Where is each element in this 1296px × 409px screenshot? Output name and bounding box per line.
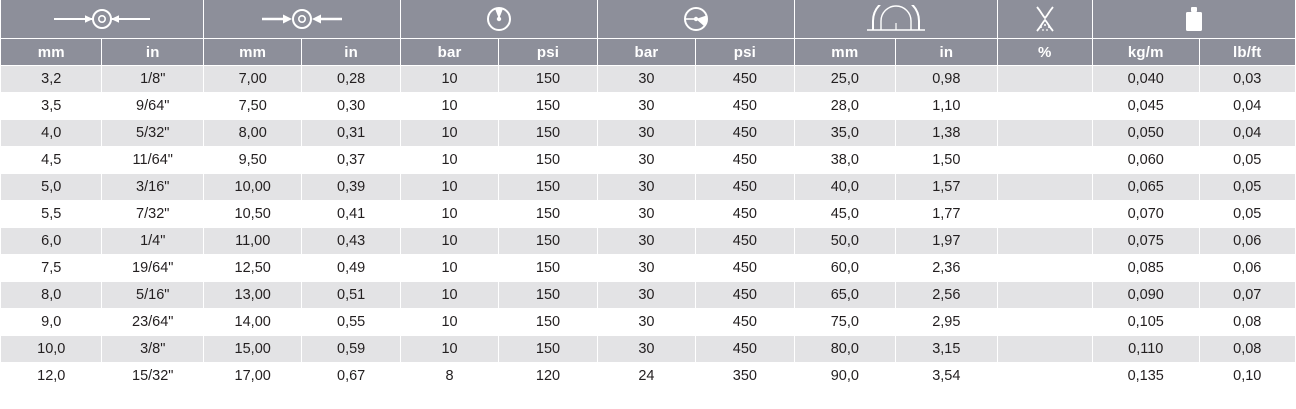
cell bbox=[997, 66, 1092, 93]
cell: 450 bbox=[696, 66, 794, 93]
cell: 25,0 bbox=[794, 66, 895, 93]
unit-header-cell: bar bbox=[400, 39, 498, 66]
cell: 9,0 bbox=[1, 309, 102, 336]
cell: 10 bbox=[400, 66, 498, 93]
cell: 40,0 bbox=[794, 174, 895, 201]
unit-header-cell: % bbox=[997, 39, 1092, 66]
cell: 0,31 bbox=[302, 120, 400, 147]
cell: 30 bbox=[597, 147, 695, 174]
cell: 0,060 bbox=[1092, 147, 1199, 174]
cell: 450 bbox=[696, 228, 794, 255]
cell: 0,135 bbox=[1092, 363, 1199, 390]
cell: 50,0 bbox=[794, 228, 895, 255]
bend-radius-icon bbox=[794, 0, 997, 39]
table-row bbox=[1, 201, 1296, 228]
cell: 3,5 bbox=[1, 93, 102, 120]
table-row bbox=[1, 309, 1296, 336]
table-row bbox=[1, 336, 1296, 363]
cell: 1,10 bbox=[896, 93, 997, 120]
unit-header-row bbox=[1, 39, 1296, 66]
cell: 450 bbox=[696, 93, 794, 120]
cell: 150 bbox=[499, 228, 597, 255]
cell: 30 bbox=[597, 282, 695, 309]
cell: 0,30 bbox=[302, 93, 400, 120]
cell: 65,0 bbox=[794, 282, 895, 309]
cell bbox=[997, 120, 1092, 147]
cell: 2,56 bbox=[896, 282, 997, 309]
table-row bbox=[1, 282, 1296, 309]
cell bbox=[997, 282, 1092, 309]
unit-header-cell: psi bbox=[499, 39, 597, 66]
cell bbox=[997, 201, 1092, 228]
cell: 30 bbox=[597, 66, 695, 93]
table-row bbox=[1, 66, 1296, 93]
cell: 0,050 bbox=[1092, 120, 1199, 147]
cell: 80,0 bbox=[794, 336, 895, 363]
cell: 1,50 bbox=[896, 147, 997, 174]
cell: 30 bbox=[597, 255, 695, 282]
cell: 15/32" bbox=[102, 363, 203, 390]
cell: 0,070 bbox=[1092, 201, 1199, 228]
cell: 0,39 bbox=[302, 174, 400, 201]
cell: 0,43 bbox=[302, 228, 400, 255]
cell: 150 bbox=[499, 93, 597, 120]
unit-header-cell: in bbox=[102, 39, 203, 66]
unit-header-cell: mm bbox=[1, 39, 102, 66]
cell: 9,50 bbox=[203, 147, 301, 174]
cell: 150 bbox=[499, 336, 597, 363]
cell: 7/32" bbox=[102, 201, 203, 228]
cell: 23/64" bbox=[102, 309, 203, 336]
outer-diameter-icon bbox=[203, 0, 400, 39]
cell: 3,2 bbox=[1, 66, 102, 93]
cell: 30 bbox=[597, 228, 695, 255]
cell: 0,06 bbox=[1199, 255, 1295, 282]
cell: 0,49 bbox=[302, 255, 400, 282]
cell: 0,55 bbox=[302, 309, 400, 336]
unit-header-cell: psi bbox=[696, 39, 794, 66]
cell: 0,05 bbox=[1199, 147, 1295, 174]
cell: 1,77 bbox=[896, 201, 997, 228]
burst-pressure-icon bbox=[597, 0, 794, 39]
cell: 5,5 bbox=[1, 201, 102, 228]
cell: 8,00 bbox=[203, 120, 301, 147]
cell: 4,0 bbox=[1, 120, 102, 147]
cell: 0,41 bbox=[302, 201, 400, 228]
cell: 0,040 bbox=[1092, 66, 1199, 93]
cell: 2,95 bbox=[896, 309, 997, 336]
unit-header-cell: mm bbox=[794, 39, 895, 66]
cell: 0,37 bbox=[302, 147, 400, 174]
cell: 3/16" bbox=[102, 174, 203, 201]
cell: 450 bbox=[696, 174, 794, 201]
cell: 0,51 bbox=[302, 282, 400, 309]
inner-diameter-icon bbox=[1, 0, 204, 39]
cell: 0,04 bbox=[1199, 120, 1295, 147]
cell: 8 bbox=[400, 363, 498, 390]
cell: 0,110 bbox=[1092, 336, 1199, 363]
cell: 30 bbox=[597, 309, 695, 336]
cell: 1,97 bbox=[896, 228, 997, 255]
cell: 10 bbox=[400, 282, 498, 309]
cell: 150 bbox=[499, 174, 597, 201]
cell: 3,54 bbox=[896, 363, 997, 390]
cell: 19/64" bbox=[102, 255, 203, 282]
cell: 0,065 bbox=[1092, 174, 1199, 201]
cell: 1,57 bbox=[896, 174, 997, 201]
cell: 150 bbox=[499, 66, 597, 93]
cell: 0,05 bbox=[1199, 174, 1295, 201]
cell: 30 bbox=[597, 93, 695, 120]
cell: 450 bbox=[696, 336, 794, 363]
weight-icon bbox=[1092, 0, 1295, 39]
cell bbox=[997, 363, 1092, 390]
cell bbox=[997, 174, 1092, 201]
cell: 0,59 bbox=[302, 336, 400, 363]
cell: 7,50 bbox=[203, 93, 301, 120]
cell: 45,0 bbox=[794, 201, 895, 228]
cell bbox=[997, 336, 1092, 363]
cell: 10,0 bbox=[1, 336, 102, 363]
cell: 1/8" bbox=[102, 66, 203, 93]
cell: 150 bbox=[499, 282, 597, 309]
cell: 10,50 bbox=[203, 201, 301, 228]
cell: 0,03 bbox=[1199, 66, 1295, 93]
cell: 10 bbox=[400, 336, 498, 363]
unit-header-cell: mm bbox=[203, 39, 301, 66]
table-row bbox=[1, 147, 1296, 174]
cell: 30 bbox=[597, 201, 695, 228]
cell bbox=[997, 93, 1092, 120]
cell: 0,08 bbox=[1199, 336, 1295, 363]
working-pressure-icon bbox=[400, 0, 597, 39]
cell: 0,10 bbox=[1199, 363, 1295, 390]
cell: 14,00 bbox=[203, 309, 301, 336]
cell: 450 bbox=[696, 147, 794, 174]
cell: 0,07 bbox=[1199, 282, 1295, 309]
cell: 0,075 bbox=[1092, 228, 1199, 255]
cell: 3/8" bbox=[102, 336, 203, 363]
unit-header-cell: in bbox=[302, 39, 400, 66]
cell: 15,00 bbox=[203, 336, 301, 363]
cell: 0,105 bbox=[1092, 309, 1199, 336]
cell: 0,05 bbox=[1199, 201, 1295, 228]
cell: 450 bbox=[696, 255, 794, 282]
cell: 450 bbox=[696, 309, 794, 336]
table-row bbox=[1, 120, 1296, 147]
cell: 12,50 bbox=[203, 255, 301, 282]
unit-header-cell: lb/ft bbox=[1199, 39, 1295, 66]
cell: 30 bbox=[597, 336, 695, 363]
cell: 1/4" bbox=[102, 228, 203, 255]
cell: 0,67 bbox=[302, 363, 400, 390]
cell: 150 bbox=[499, 255, 597, 282]
cell: 150 bbox=[499, 309, 597, 336]
vacuum-icon bbox=[997, 0, 1092, 39]
cell: 7,5 bbox=[1, 255, 102, 282]
cell: 0,98 bbox=[896, 66, 997, 93]
cell: 0,06 bbox=[1199, 228, 1295, 255]
cell: 5/16" bbox=[102, 282, 203, 309]
cell: 30 bbox=[597, 120, 695, 147]
cell: 10 bbox=[400, 147, 498, 174]
cell: 0,045 bbox=[1092, 93, 1199, 120]
cell: 0,04 bbox=[1199, 93, 1295, 120]
cell: 450 bbox=[696, 120, 794, 147]
cell: 10 bbox=[400, 228, 498, 255]
cell: 1,38 bbox=[896, 120, 997, 147]
cell: 150 bbox=[499, 201, 597, 228]
cell: 35,0 bbox=[794, 120, 895, 147]
cell: 6,0 bbox=[1, 228, 102, 255]
cell: 38,0 bbox=[794, 147, 895, 174]
cell: 120 bbox=[499, 363, 597, 390]
cell: 90,0 bbox=[794, 363, 895, 390]
cell: 5/32" bbox=[102, 120, 203, 147]
unit-header-cell: bar bbox=[597, 39, 695, 66]
cell: 10 bbox=[400, 255, 498, 282]
cell: 150 bbox=[499, 147, 597, 174]
cell: 450 bbox=[696, 282, 794, 309]
cell: 0,085 bbox=[1092, 255, 1199, 282]
cell: 10 bbox=[400, 120, 498, 147]
table-row bbox=[1, 174, 1296, 201]
unit-header-cell: in bbox=[896, 39, 997, 66]
icon-header-row bbox=[1, 0, 1296, 39]
cell: 7,00 bbox=[203, 66, 301, 93]
cell: 10 bbox=[400, 93, 498, 120]
cell: 0,090 bbox=[1092, 282, 1199, 309]
cell: 4,5 bbox=[1, 147, 102, 174]
cell bbox=[997, 228, 1092, 255]
table-row bbox=[1, 255, 1296, 282]
cell: 350 bbox=[696, 363, 794, 390]
cell: 11,00 bbox=[203, 228, 301, 255]
cell: 9/64" bbox=[102, 93, 203, 120]
cell: 60,0 bbox=[794, 255, 895, 282]
cell: 24 bbox=[597, 363, 695, 390]
cell: 28,0 bbox=[794, 93, 895, 120]
cell: 0,08 bbox=[1199, 309, 1295, 336]
cell: 12,0 bbox=[1, 363, 102, 390]
cell bbox=[997, 147, 1092, 174]
cell: 150 bbox=[499, 120, 597, 147]
cell: 2,36 bbox=[896, 255, 997, 282]
table-row bbox=[1, 363, 1296, 390]
cell: 13,00 bbox=[203, 282, 301, 309]
cell: 0,28 bbox=[302, 66, 400, 93]
cell: 450 bbox=[696, 201, 794, 228]
cell: 10 bbox=[400, 174, 498, 201]
cell bbox=[997, 255, 1092, 282]
cell: 17,00 bbox=[203, 363, 301, 390]
cell: 10,00 bbox=[203, 174, 301, 201]
table-row bbox=[1, 93, 1296, 120]
cell bbox=[997, 309, 1092, 336]
cell: 30 bbox=[597, 174, 695, 201]
cell: 10 bbox=[400, 309, 498, 336]
cell: 75,0 bbox=[794, 309, 895, 336]
cell: 5,0 bbox=[1, 174, 102, 201]
cell: 3,15 bbox=[896, 336, 997, 363]
cell: 8,0 bbox=[1, 282, 102, 309]
cell: 10 bbox=[400, 201, 498, 228]
unit-header-cell: kg/m bbox=[1092, 39, 1199, 66]
table-row bbox=[1, 228, 1296, 255]
cell: 11/64" bbox=[102, 147, 203, 174]
